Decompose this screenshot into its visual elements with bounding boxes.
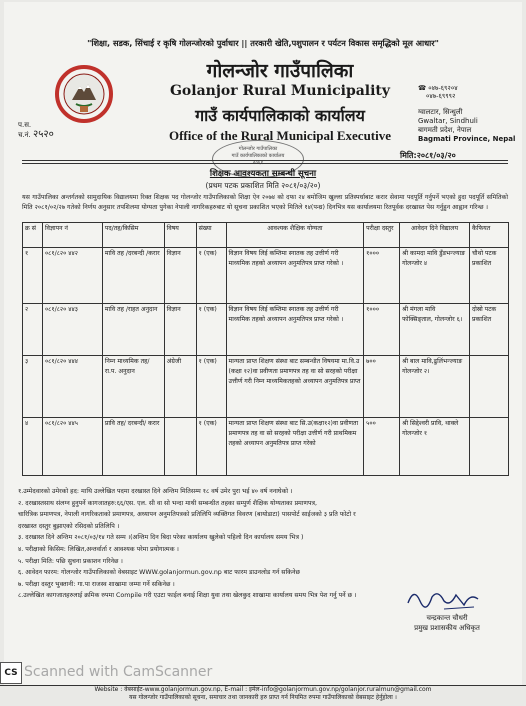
vacancy-table <box>22 222 509 476</box>
cell-post: मावि तह /दरबन्दी /करार <box>102 248 164 304</box>
address-english-2: Bagmati Province, Nepal <box>418 135 516 143</box>
footer-note: यस गोलन्जोर गाउँपालिकाको सूचना, समाचार तथा जानकारी हरु प्राप्त गर्न नियमित रुपमा गाउँपालिकाको वेबसाइट हेर्नुहोला । <box>129 694 397 701</box>
cell-post: मावि तह /राहत अनुदान <box>102 304 164 356</box>
table-row <box>23 418 509 476</box>
cell-subject: अंग्रेजी <box>164 356 196 418</box>
address-nepali: ग्वालटार, सिन्धुली <box>418 108 463 116</box>
office-name-nepali: गाउँ कार्यपालिकाको कार्यालय <box>195 106 365 125</box>
note-item: दरखास्त दस्तुर बुझाएको रसिदको प्रतिलिपि । <box>18 522 120 530</box>
cell-sn: ४ <box>23 418 43 476</box>
address-nepali-2: बागमती प्रदेश, नेपाल <box>418 126 472 134</box>
stamp-line-2: गाउँ कार्यपालिकाको कार्यालय <box>231 153 285 159</box>
cell-count: १ (एक) <box>196 356 226 418</box>
table-row <box>23 248 509 304</box>
cell-fee: ७०० <box>364 356 400 418</box>
table-row <box>23 356 509 418</box>
cell-subject: विज्ञान <box>164 248 196 304</box>
cell-sn: १ <box>23 248 43 304</box>
notice-title: शिक्षक आवश्यकता सम्बन्धी सूचना <box>209 169 317 179</box>
phone-number-1: ०४७-६९२०४ <box>428 84 458 92</box>
table-header-row <box>23 223 509 248</box>
cell-sn: ३ <box>23 356 43 418</box>
header-adv: विज्ञापन नं <box>42 223 102 248</box>
header-count: संख्या <box>196 223 226 248</box>
cell-remark: दोस्रो पटक प्रकाशित <box>469 304 508 356</box>
cell-school: श्री बाल मावि,ढुलिंभन्ज्याङ गोलन्जोर २। <box>400 356 470 418</box>
page-footer <box>0 685 526 706</box>
cell-adv: ०८१/८२० ४४४ <box>42 356 102 418</box>
note-item: ७. परीक्षा दस्तुर भुक्तानी: गा.पा राजस्व शाखामा जम्मा गर्ने सकिनेछ । <box>18 580 175 588</box>
municipality-name-nepali: गोलन्जोर गाउँपालिका <box>206 60 354 82</box>
cell-remark <box>469 418 508 476</box>
cell-adv: ०८१/८२० ४४३ <box>42 304 102 356</box>
header-school: आवेदन दिने विद्यालय <box>400 223 470 248</box>
cell-school: श्री सिद्देश्वरी प्रावि, थाक्ले गोलन्जोर १ <box>400 418 470 476</box>
cell-remark <box>469 356 508 418</box>
cell-fee: १००० <box>364 304 400 356</box>
cell-school: श्री मंगला मावि फोक्सिङ्ताल, गोलन्जोर ६। <box>400 304 470 356</box>
address-block <box>418 108 515 144</box>
camscanner-watermark: Scanned with CamScanner <box>24 664 213 680</box>
cell-subject: विज्ञान <box>164 304 196 356</box>
cell-sn: २ <box>23 304 43 356</box>
note-item: ६. आवेदन फारम: गोलन्जोर गाउँपालिकाको वेबसाइट WWW.golanjormun.gov.np बाट फारम डाउनलोड गर्न सकिनेछ <box>18 569 300 577</box>
note-item: ३. दरखास्त दिने अन्तिम २०८१/०३/१४ गते सम्म ।(अन्तिम दिन बिदा परेका कार्यालय खुलेको पहिलो दिन कार्यालय समय भित्र ) <box>18 534 304 542</box>
cell-qualification: मान्यता प्राप्त शिक्षण संस्था बाट सम्बन्धीत विषयमा मा.वि.उ (कक्षा १२)वा प्रवीणता प्रमाणपत्र तह वा सो सरहको परीक्षा उत्तीर्ण गरी निम्न माध्यमिकतहको अध्यापन अनुमतिपत्र प्राप्त <box>226 356 364 418</box>
handwritten-signature <box>404 583 482 613</box>
date-value: २०८१/०३/२० <box>416 151 456 160</box>
signatory-title: प्रमुख प्रशासकीय अधिकृत <box>414 624 480 632</box>
notice-intro: यस गाउँपालिका अन्तर्गतको सामुदायिक विद्यालयमा रिक्त शिक्षक पद गोलन्जोर गाउँपालिकाको शिक्षा ऐन २०७४ को दफा २४ बमोजिम खुल्ला प्रतिस्पर्धाबाट करार सेवामा पदपूर्ति गर्नुपर्ने भएको हुदा पदपूर्ति समितिको मिति २०८१/०२/२७ गतेको निर्णय अनुसार तपशिलमा योग्यता पुगेका नेपाली नागरिकहरुबाट यो सूचना प्रकाशित भएको मितिले १४(पन्ध्र) दिनभित्र यस कार्यालयमा रितपूर्वक दरखास्त पेस गर्नुहुन आह्वान गरिन्छ । <box>22 194 508 211</box>
chalani-value: २५२० <box>33 129 54 140</box>
date-label: मिति: <box>400 151 417 160</box>
phone-block <box>418 84 458 100</box>
stamp-line-3: २०६१ <box>252 160 264 166</box>
cell-count: १ (एक) <box>196 418 226 476</box>
cell-fee: ५०० <box>364 418 400 476</box>
cell-count: १ (एक) <box>196 304 226 356</box>
header-fee: परीक्षा दस्तुर <box>364 223 400 248</box>
cell-remark: चौथो पटक प्रकाशित <box>469 248 508 304</box>
header-sn: क्र सं <box>23 223 43 248</box>
note-item: १.उम्मेदवारको उमेरको हद: माथि उल्लेखित पदमा दरखास्त दिने अन्तिम मितिसम्म १८ वर्ष उमेर पुरा भई ४० वर्ष ननाघेको । <box>18 488 293 495</box>
cell-count: १ (एक) <box>196 248 226 304</box>
cell-post: प्रावि तह/ दरबन्दी/ करार <box>102 418 164 476</box>
note-item: ८.उल्लेखित कागजातहरुलाई क्रमिक रुपमा Compile गरी एउटा फाईल बनाई शिक्षा युवा तथा खेलकुद शाखामा कार्यालय समय भित्र पेश गर्नु पर्ने छ । <box>18 592 357 600</box>
cell-adv: ०८१/८२० ४४५ <box>42 418 102 476</box>
note-item: ४. परीक्षाको किसिम: लिखित,अन्तर्वार्ता र आवश्यक परेमा प्रयोगात्मक । <box>18 545 179 553</box>
notice-subtitle: (प्रथम पटक प्रकाशित मिति २०८१/०३/२०) <box>205 181 321 190</box>
motto-text: "शिक्षा, सडक, सिंचाई र कृषि गोलन्जोरको पुर्वाधार || तरकारी खेति,पशुपालन र पर्यटन विकास समृद्धिको मूल आधार" <box>87 38 439 48</box>
phone-number-2: ०४७-६९९९२ <box>426 92 456 100</box>
signatory-name: चन्द्रकान्त चौधरी <box>426 614 468 622</box>
cell-school: श्री कामदा मावि डुँडभन्ज्याङ गोलन्जोर ४ <box>400 248 470 304</box>
cell-post: निम्न माध्यमिक तह/ रा.प. अनुदान <box>102 356 164 418</box>
municipality-name-english: Golanjor Rural Municipality <box>169 83 391 99</box>
nepal-emblem-icon <box>54 64 114 124</box>
cell-qualification: मान्यता प्राप्त शिक्षण संस्था बाट सि.उ(कक्षा१२)वा प्रवीणता प्रमाणपत्र तह वा सो सरहको परीक्षा उत्तीर्ण गरी प्राथमिकम तहको अध्यापन अनुमतिपत्र प्राप्त गरेको <box>226 418 364 476</box>
cell-fee: १००० <box>364 248 400 304</box>
chalani-label: च.नं. <box>18 131 31 139</box>
cell-subject <box>164 418 196 476</box>
cell-qualification: विज्ञान विषय लिई कम्तिमा स्नातक तह उत्तीर्ण गरी माध्यमिक तहको अध्यापन अनुमतिपत्र प्राप्त गरेको । <box>226 304 364 356</box>
phone-icon: ☎ <box>418 84 427 92</box>
reference-block <box>18 120 54 140</box>
header-divider <box>22 160 508 161</box>
office-name-english: Office of the Rural Municipal Executive <box>168 128 392 143</box>
note-item: २. दरखास्तसाथ संलग्न हुनुपर्ने कागजातहरु:६६/एस. एल. सी वा सो भन्दा माथी सम्बन्धीत तहका सम्पुर्ण शैक्षिक योग्यताका प्रमाणपत्र, <box>18 499 318 507</box>
signatory-block <box>392 613 502 633</box>
header-qualification: आवश्यक शैक्षिक योग्यता <box>226 223 364 248</box>
note-item: चारित्रिक प्रमाणपत्र, नेपाली नागरिकताको प्रमाणपत्र, अध्यापन अनुमतिपत्रको प्रतिलिपि व्यक्तिगत विवरण (बायोडाटा) पासपोर्ट साईजको ३ प्रति फोटो र <box>18 511 356 519</box>
note-item: ५. परीक्षा मिति: पछि सुचना प्रकाशन गरिनेछ । <box>18 557 123 565</box>
stamp-line-1: गोलन्जोर गाउँपालिका <box>238 146 278 152</box>
camscanner-logo-icon: CS <box>0 662 22 684</box>
footer-contact: Website : वेबसाईट-www.golanjormun.gov.np, E-mail : इमेल-info@golanjormun.gov.np/golanjor.ruralmun@gmail.com <box>94 686 432 693</box>
header-post: पद/तह/किसिम <box>102 223 164 248</box>
address-english: Gwaltar, Sindhuli <box>418 117 478 125</box>
header-subject: विषय <box>164 223 196 248</box>
cell-adv: ०८१/८२० ४४२ <box>42 248 102 304</box>
header-divider-thin <box>22 163 508 164</box>
header-remark: कैफियत <box>469 223 508 248</box>
patra-label: प.स. <box>18 121 32 129</box>
table-row <box>23 304 509 356</box>
cell-qualification: विज्ञान विषय लिई कम्तिमा स्नातक तह उत्तीर्ण गरी माध्यमिक तहको अध्यापन अनुमतिपत्र प्राप्त गरेको । <box>226 248 364 304</box>
